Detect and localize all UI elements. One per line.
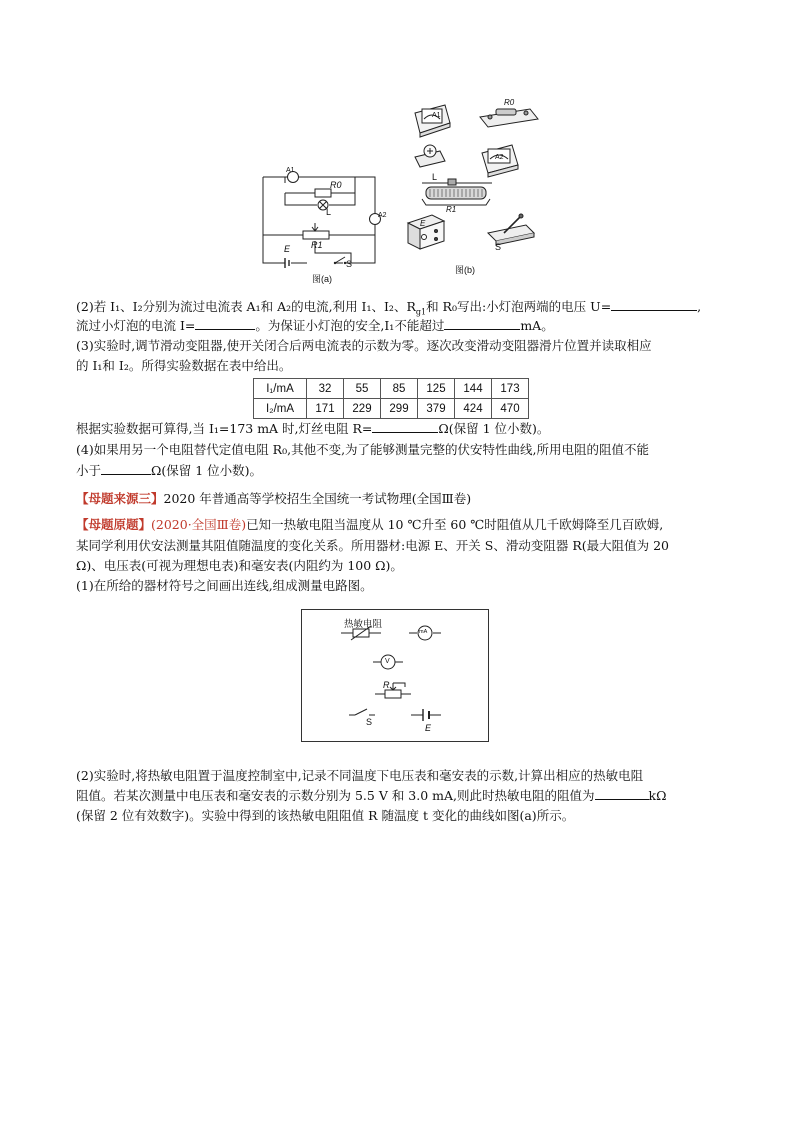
fig-b-label-a1: A1 [432,112,441,119]
table-row-label: I₂/mA [254,399,307,419]
resistor-r0-device-icon [480,109,538,127]
q2b-line2: 阻值。若某次测量中电压表和毫安表的示数分别为 5.5 V 和 3.0 mA,则此时热敏电阻的阻值为 kΩ [76,788,667,803]
lamp-device-icon [415,145,445,167]
q2b-line3: (保留 2 位有效数字)。实验中得到的该热敏电阻阻值 R 随温度 t 变化的曲线如图(a)所示。 [76,808,575,823]
table-row [254,379,529,399]
answer-blank-voltage[interactable] [611,298,697,311]
data-table [253,378,529,419]
battery-symbol-icon [411,709,441,721]
fig-b-label-e: E [420,219,426,228]
fig-a-label-a2: A2 [378,212,387,219]
table-cell: 32 [307,379,344,399]
table-row-label: I₁/mA [254,379,307,399]
source3-line: 【母题来源三】2020 年普通高等学校招生全国统一考试物理(全国Ⅲ卷) [76,491,472,506]
table-cell: 470 [492,399,529,419]
q4-line2: 小于 Ω(保留 1 位小数)。 [76,463,263,478]
power-supply-device-icon [408,215,444,249]
fig-a-label-a1: A1 [286,167,295,174]
rheostat-r1-icon [303,231,329,239]
original-line2: 某同学利用伏安法测量其阻值随温度的变化关系。所用器材:电源 E、开关 S、滑动变阻器 R(最大阻值为 20 [76,538,669,553]
answer-blank-max-current[interactable] [444,317,520,330]
fig-b-label-lamp: L [432,172,438,182]
original-line3: Ω)、电压表(可视为理想电表)和毫安表(内阻约为 100 Ω)。 [76,558,403,573]
switch-label: S [366,717,373,727]
fig-a-label-r1: R1 [311,240,323,250]
switch-device-icon [488,214,534,245]
q3-line2: 的 I₁和 I₂。所得实验数据在表中给出。 [76,358,292,373]
table-cell: 55 [344,379,381,399]
table-cell: 379 [418,399,455,419]
table-cell: 171 [307,399,344,419]
switch-symbol-icon [349,709,375,715]
fig-b-label-s: S [495,242,502,252]
table-cell: 125 [418,379,455,399]
component-symbols [301,609,489,742]
fig-a-label-lamp: L [326,207,332,217]
answer-blank-resistance[interactable] [372,420,438,433]
table-row [254,399,529,419]
battery-icon [285,258,289,268]
table-cell: 173 [492,379,529,399]
figure-a-circuit [255,165,385,285]
fig-b-label-r1: R1 [446,205,457,214]
thermistor-label: 热敏电阻 [344,619,383,630]
milliammeter-label: mA [419,629,428,635]
table-cell: 424 [455,399,492,419]
battery-label: E [425,723,432,733]
switch-icon [335,257,345,263]
answer-blank-thermistor-resistance[interactable] [595,787,649,800]
original-q1: (1)在所给的器材符号之间画出连线,组成测量电路图。 [76,578,373,593]
fig-b-label-r0: R0 [504,98,515,107]
resistor-r0-icon [315,189,331,197]
fig-b-label-a2: A2 [495,154,504,161]
table-cell: 144 [455,379,492,399]
figure-b-caption: 图(b) [455,265,475,275]
table-cell: 299 [381,399,418,419]
q2-line2: 流过小灯泡的电流 I= 。为保证小灯泡的安全,I₁不能超过 mA。 [76,318,554,333]
voltmeter-label: V [385,658,390,665]
q4-line1: (4)如果用另一个电阻替代定值电阻 R₀,其他不变,为了能够测量完整的伏安特性曲线,所用电阻的阻值不能 [76,442,650,457]
ammeter-a2-device-icon [482,145,518,177]
q3-line1: (3)实验时,调节滑动变阻器,使开关闭合后两电流表的示数为零。逐次改变滑动变阻器滑片位置并读取相应 [76,338,652,353]
ammeter-a1-device-icon [415,105,450,137]
q3b-line: 根据实验数据可算得,当 I₁=173 mA 时,灯丝电阻 R= Ω(保留 1 位小数)。 [76,421,550,436]
q2-line1: (2)若 I₁、I₂分别为流过电流表 A₁和 A₂的电流,利用 I₁、I₂、$R_{g1}$和 R₀写出:小灯泡两端的电压 U= , [76,299,702,317]
rheostat-symbol-icon [375,683,411,698]
answer-blank-current[interactable] [195,317,255,330]
rheostat-r1-device-icon [422,179,492,205]
fig-a-label-s: S [346,259,353,269]
figure-b-apparatus [400,95,550,265]
table-cell: 85 [381,379,418,399]
figure-a-caption: 图(a) [312,274,332,284]
q2b-line1: (2)实验时,将热敏电阻置于温度控制室中,记录不同温度下电压表和毫安表的示数,计算出相应的热敏电阻 [76,768,644,783]
answer-blank-min-resistance[interactable] [101,462,151,475]
table-cell: 229 [344,399,381,419]
fig-a-label-r0: R0 [330,180,342,190]
original-line1: 【母题原题】(2020·全国Ⅲ卷)已知一热敏电阻当温度从 10 ℃升至 60 ℃时阻值从几千欧姆降至几百欧姆, [76,517,664,532]
fig-a-label-e: E [284,244,291,254]
rheostat-label: R [383,680,390,690]
